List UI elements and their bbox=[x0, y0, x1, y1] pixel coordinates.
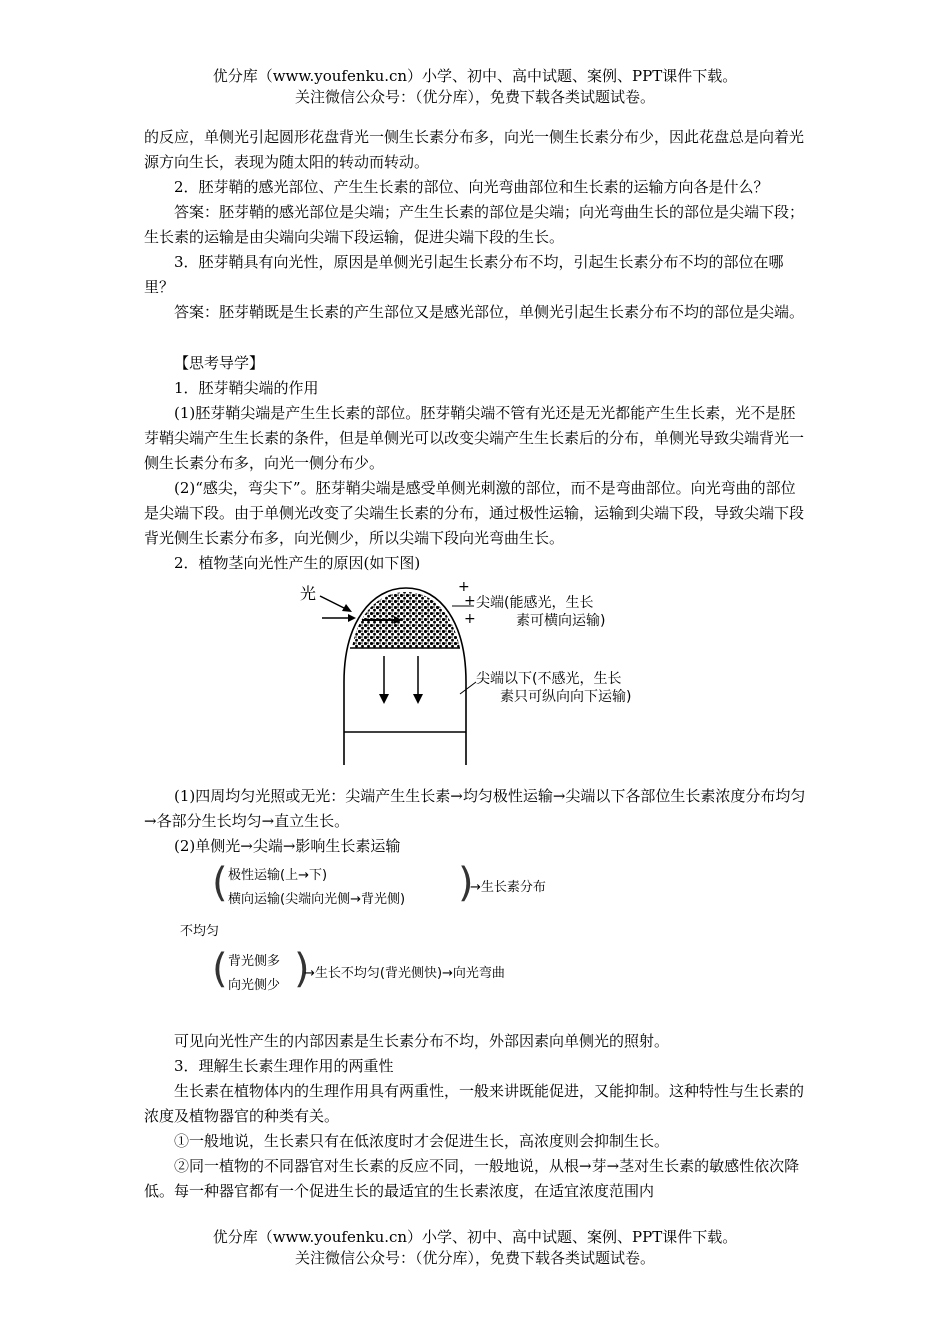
main-content bbox=[144, 125, 806, 1204]
left-brace-2: ( bbox=[212, 946, 228, 992]
plus-mark-3: + bbox=[464, 611, 476, 627]
lateral-transport-text: 横向运输(尖端向光侧→背光侧) bbox=[228, 892, 406, 907]
header-line-1: 优分库（www.youfenku.cn）小学、初中、高中试题、案例、PPT课件下载。 bbox=[212, 67, 738, 85]
paragraph-continued: 的反应，单侧光引起圆形花盘背光一侧生长素分布多，向光一侧生长素分布少，因此花盘总是向着光源方向生长，表现为随太阳的转动而转动。 bbox=[144, 128, 805, 171]
coleoptile-diagram bbox=[144, 579, 806, 768]
plus-mark-1: + bbox=[458, 579, 470, 595]
subsection-3-paragraph-3: ②同一植物的不同器官对生长素的反应不同，一般地说，从根→芽→茎对生长素的敏感性依次降低。每一种器官都有一个促进生长的最适宜的生长素浓度，在适宜浓度范围内 bbox=[144, 1157, 800, 1200]
header-line-2: 关注微信公众号：（优分库），免费下载各类试题试卷。 bbox=[294, 88, 655, 106]
footer-line-1: 优分库（www.youfenku.cn）小学、初中、高中试题、案例、PPT课件下载。 bbox=[212, 1228, 738, 1246]
tip-label-line-2: 素可横向运输) bbox=[516, 613, 606, 629]
footer-line-2: 关注微信公众号：（优分库），免费下载各类试题试卷。 bbox=[294, 1249, 655, 1267]
auxin-flow-diagram bbox=[144, 860, 806, 1023]
question-3: 3．胚芽鞘具有向光性，原因是单侧光引起生长素分布不均，引起生长素分布不均的部位在哪里？ bbox=[144, 253, 784, 296]
subsection-2-title: 2．植物茎向光性产生的原因(如下图) bbox=[174, 554, 421, 572]
below-label-line-1: 尖端以下(不感光，生长 bbox=[476, 671, 622, 687]
question-2: 2．胚芽鞘的感光部位、产生生长素的部位、向光弯曲部位和生长素的运输方向各是什么？ bbox=[174, 178, 769, 196]
result-1-text: →生长素分布 bbox=[470, 880, 546, 895]
page-header bbox=[0, 66, 950, 108]
light-label: 光 bbox=[300, 584, 317, 603]
tip-label-line-1: 尖端(能感光，生长 bbox=[476, 595, 594, 611]
plus-mark-2: + bbox=[464, 593, 476, 609]
subsection-3-paragraph-2: ①一般地说，生长素只有在低浓度时才会促进生长，高浓度则会抑制生长。 bbox=[174, 1132, 670, 1150]
back-more-text: 背光侧多 bbox=[228, 954, 281, 969]
subsection-2-paragraph-1: (1)四周均匀光照或无光：尖端产生生长素→均匀极性运输→尖端以下各部位生长素浓度分布均匀→各部分生长均匀→直立生长。 bbox=[144, 787, 806, 830]
result-2-text: →生长不均匀(背光侧快)→向光弯曲 bbox=[304, 966, 505, 981]
right-brace-2: ) bbox=[294, 946, 310, 992]
uneven-text: 不均匀 bbox=[180, 924, 220, 939]
page-footer bbox=[0, 1227, 950, 1269]
below-label-line-2: 素只可纵向向下运输) bbox=[500, 689, 632, 705]
subsection-2-paragraph-3: 可见向光性产生的内部因素是生长素分布不均，外部因素向单侧光的照射。 bbox=[174, 1032, 670, 1050]
subsection-1-paragraph-2: (2)“感尖，弯尖下”。胚芽鞘尖端是感受单侧光刺激的部位，而不是弯曲部位。向光弯曲的部位是尖端下段。由于单侧光改变了尖端生长素的分布，通过极性运输，运输到尖端下段，导致尖端下段背光侧生长素分布多，向光侧少，所以尖端下段向光弯曲生长。 bbox=[144, 479, 805, 547]
answer-3: 答案：胚芽鞘既是生长素的产生部位又是感光部位，单侧光引起生长素分布不均的部位是尖端。 bbox=[174, 303, 805, 321]
subsection-1-title: 1．胚芽鞘尖端的作用 bbox=[174, 379, 319, 397]
subsection-3-paragraph-1: 生长素在植物体内的生理作用具有两重性，一般来讲既能促进，又能抑制。这种特性与生长素的浓度及植物器官的种类有关。 bbox=[144, 1082, 805, 1125]
subsection-3-title: 3．理解生长素生理作用的两重性 bbox=[174, 1057, 394, 1075]
subsection-2-paragraph-2: (2)单侧光→尖端→影响生长素运输 bbox=[174, 837, 401, 855]
polar-transport-text: 极性运输(上→下) bbox=[228, 868, 328, 883]
right-brace-1: ) bbox=[458, 860, 474, 906]
section-title: 【思考导学】 bbox=[174, 354, 265, 372]
subsection-1-paragraph-1: (1)胚芽鞘尖端是产生生长素的部位。胚芽鞘尖端不管有光还是无光都能产生生长素，光不是胚芽鞘尖端产生生长素的条件，但是单侧光可以改变尖端产生生长素后的分布，单侧光导致尖端背光一侧生长素分布多，向光一侧分布少。 bbox=[144, 404, 805, 472]
front-less-text: 向光侧少 bbox=[228, 978, 281, 993]
answer-2: 答案：胚芽鞘的感光部位是尖端；产生生长素的部位是尖端；向光弯曲生长的部位是尖端下段；生长素的运输是由尖端向尖端下段运输，促进尖端下段的生长。 bbox=[144, 203, 805, 246]
left-brace-1: ( bbox=[212, 860, 228, 906]
